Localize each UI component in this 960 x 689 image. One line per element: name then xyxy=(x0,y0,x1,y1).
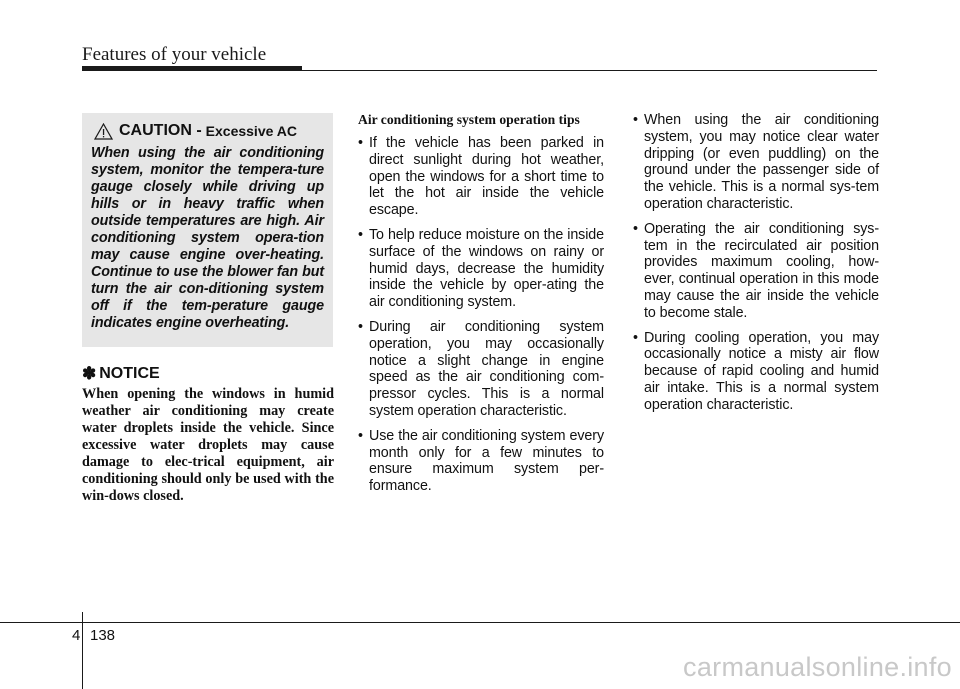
caution-text: When using the air conditioning system, monitor the tempera-ture gauge closely while driving up hills or in heavy traffic when outside temperatures are high. Air conditioning system opera-tion may cause engine over-heating. Continue to use the blower fan but turn the air con-ditioning system off if the tem-perature gauge indicates engine overheating. xyxy=(91,145,324,331)
tips-column-2 xyxy=(633,112,879,422)
footer-rule xyxy=(0,622,960,623)
list-item: • Operating the air conditioning sys-tem in the recirculated air position provides maximum cooling, how-ever, continual operation in this mode may cause the air inside the vehicle to become stale. xyxy=(633,220,879,321)
list-item: • Use the air conditioning system every month only for a few minutes to ensure maximum system per-formance. xyxy=(358,427,604,495)
header-rule xyxy=(82,70,877,71)
caution-label: CAUTION - xyxy=(119,122,202,139)
caution-box xyxy=(82,113,333,347)
chapter-number: 4 xyxy=(72,627,81,644)
notice-text: When opening the windows in humid weather air conditioning may create water droplets inside the vehicle. Since excessive water droplets may cause damage to elec-trical equipment, air conditioning should only be used with the win-dows closed. xyxy=(82,386,334,504)
watermark: carmanualsonline.info xyxy=(683,652,952,682)
notice-heading xyxy=(82,364,160,384)
notice-label: NOTICE xyxy=(99,365,160,382)
list-item: • During cooling operation, you may occasionally notice a misty air flow because of rapid cooling and humid air intake. This is a normal system operation characteristic. xyxy=(633,329,879,413)
tips-column-1 xyxy=(358,112,604,503)
section-title: Air conditioning system operation tips xyxy=(358,112,580,127)
page-header-title: Features of your vehicle xyxy=(82,44,267,65)
caution-subject: Excessive AC xyxy=(205,123,297,139)
list-item: • If the vehicle has been parked in direct sunlight during hot weather, open the windows for a short time to let the hot air inside the vehicle escape. xyxy=(358,135,604,219)
caution-heading xyxy=(91,122,324,140)
footer-divider xyxy=(82,612,83,689)
list-item: • When using the air conditioning system, you may notice clear water dripping (or even puddling) on the ground under the passenger side of the vehicle. This is a normal sys-tem operation characteristic. xyxy=(633,112,879,212)
page-number: 138 xyxy=(90,627,116,644)
list-item: • During air conditioning system operation, you may occasionally notice a slight change in engine speed as the air conditioning com-pressor cycles. This is a normal system operation characteristic. xyxy=(358,318,604,419)
warning-triangle-icon xyxy=(94,123,113,140)
notice-star-icon: ✽ xyxy=(82,364,97,383)
list-item: • To help reduce moisture on the inside surface of the windows on rainy or humid days, decrease the humidity inside the vehicle by oper-ating the air conditioning system. xyxy=(358,226,604,311)
